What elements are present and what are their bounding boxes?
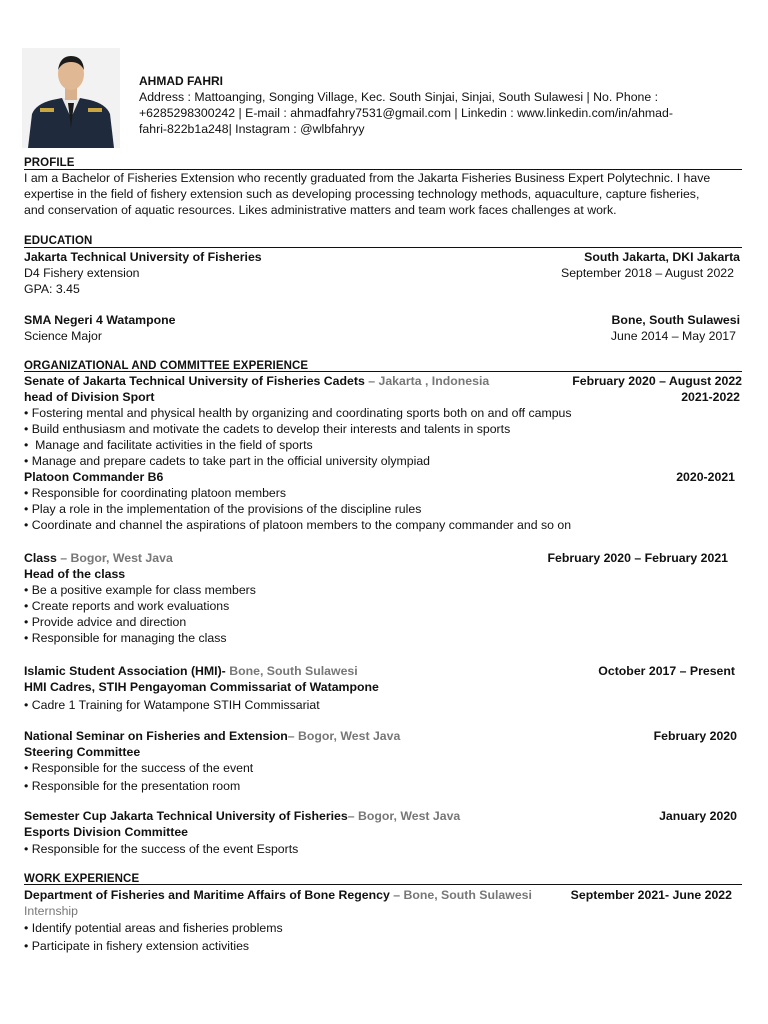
list-item: • Participate in fishery extension activities <box>24 938 740 954</box>
org-place: – Bogor, West Java <box>287 729 401 743</box>
org-divider <box>24 371 742 372</box>
org-place: – Bogor, West Java <box>347 809 461 823</box>
org-place: Bone, South Sulawesi <box>225 664 358 678</box>
list-item: • Responsible for managing the class <box>24 630 740 646</box>
role-dates: 2020-2021 <box>676 470 735 484</box>
list-item: • Fostering mental and physical health by organizing and coordinating sports both on and off campus <box>24 405 740 421</box>
org-dates: October 2017 – Present <box>598 664 735 678</box>
org-hmi <box>24 663 740 713</box>
list-item: • Be a positive example for class members <box>24 582 740 598</box>
education-item <box>24 312 740 344</box>
profile-text <box>24 170 746 218</box>
resume-header <box>139 73 729 137</box>
org-name: Senate of Jakarta Technical University of Fisheries Cadets <box>24 374 365 388</box>
school-location: Bone, South Sulawesi <box>611 313 740 327</box>
org-senate <box>24 373 740 533</box>
gpa: GPA: 3.45 <box>24 282 80 296</box>
list-item: • Responsible for the presentation room <box>24 778 740 794</box>
role-title: Head of the class <box>24 567 126 581</box>
org-name: Semester Cup Jakarta Technical University of Fisheries <box>24 809 348 823</box>
list-item: • Responsible for the success of the event Esports <box>24 841 740 857</box>
org-name: National Seminar on Fisheries and Extension <box>24 729 288 743</box>
education-section-title: EDUCATION <box>24 235 93 247</box>
education-dates: June 2014 – May 2017 <box>610 329 736 343</box>
list-item: • Manage and facilitate activities in the field of sports <box>24 437 740 453</box>
role-dates: 2021-2022 <box>681 390 740 404</box>
list-item: • Cadre 1 Training for Watampone STIH Commissariat <box>24 697 740 713</box>
work-role: Internship <box>24 904 79 918</box>
work-item <box>24 887 740 954</box>
profile-line: and conservation of aquatic resources. Likes administrative matters and team work faces challenges at work. <box>24 203 617 217</box>
school-name: SMA Negeri 4 Watampone <box>24 313 176 327</box>
org-section-title: ORGANIZATIONAL AND COMMITTEE EXPERIENCE <box>24 360 309 372</box>
contact-line-2: +6285298300242 | E-mail : ahmadfahry7531@gmail.com | Linkedin : www.linkedin.com/in/ahmad- <box>139 106 673 120</box>
list-item: • Manage and prepare cadets to take part in the official university olympiad <box>24 453 740 469</box>
profile-line: I am a Bachelor of Fisheries Extension who recently graduated from the Jakarta Fisheries Business Expert Polytechnic. I have <box>24 171 711 185</box>
school-location: South Jakarta, DKI Jakarta <box>584 250 740 264</box>
list-item: • Coordinate and channel the aspirations of platoon members to the company commander and so on <box>24 517 740 533</box>
education-dates: September 2018 – August 2022 <box>561 266 734 280</box>
school-name: Jakarta Technical University of Fisheries <box>24 250 262 264</box>
profile-photo <box>22 48 120 148</box>
list-item: • Play a role in the implementation of the provisions of the discipline rules <box>24 501 740 517</box>
list-item: • Build enthusiasm and motivate the cadets to develop their interests and talents in sports <box>24 421 740 437</box>
work-place: – Bone, South Sulawesi <box>389 888 532 902</box>
org-seminar <box>24 728 740 794</box>
role-title: HMI Cadres, STIH Pengayoman Commissariat of Watampone <box>24 680 379 694</box>
contact-line-3: fahri-822b1a248| Instagram : @wlbfahryy <box>139 122 365 136</box>
contact-line-1: Address : Mattoanging, Songing Village, Kec. South Sinjai, Sinjai, South Sulawesi | No. Phone : <box>139 90 659 104</box>
role-title: Steering Committee <box>24 745 141 759</box>
candidate-name: AHMAD FAHRI <box>139 74 223 88</box>
list-item: • Provide advice and direction <box>24 614 740 630</box>
role-title: head of Division Sport <box>24 390 155 404</box>
org-name: Class <box>24 551 57 565</box>
education-item <box>24 249 740 297</box>
education-divider <box>24 247 742 248</box>
profile-section-title: PROFILE <box>24 157 75 169</box>
org-dates: January 2020 <box>659 809 737 823</box>
list-item: • Create reports and work evaluations <box>24 598 740 614</box>
person-photo-icon <box>22 48 120 148</box>
role-title: Esports Division Committee <box>24 825 188 839</box>
work-dates: September 2021- June 2022 <box>570 888 732 902</box>
work-divider <box>24 884 742 885</box>
org-cup <box>24 808 740 857</box>
org-dates: February 2020 – February 2021 <box>547 551 728 565</box>
list-item: • Responsible for coordinating platoon members <box>24 485 740 501</box>
org-name: Islamic Student Association (HMI)- <box>24 664 226 678</box>
org-dates: February 2020 <box>653 729 737 743</box>
list-item: • Identify potential areas and fisheries problems <box>24 920 740 936</box>
work-section-title: WORK EXPERIENCE <box>24 873 140 885</box>
profile-line: expertise in the field of fishery extension such as developing processing technology methods, aquaculture, capture fisheries, <box>24 187 700 201</box>
role-title: Platoon Commander B6 <box>24 470 164 484</box>
work-org: Department of Fisheries and Maritime Affairs of Bone Regency <box>24 888 390 902</box>
org-place: – Jakarta , Indonesia <box>364 374 490 388</box>
list-item: • Responsible for the success of the event <box>24 760 740 776</box>
program: D4 Fishery extension <box>24 266 140 280</box>
org-dates: February 2020 – August 2022 <box>572 374 742 388</box>
org-class <box>24 550 740 646</box>
org-place: – Bogor, West Java <box>56 551 173 565</box>
program: Science Major <box>24 329 102 343</box>
